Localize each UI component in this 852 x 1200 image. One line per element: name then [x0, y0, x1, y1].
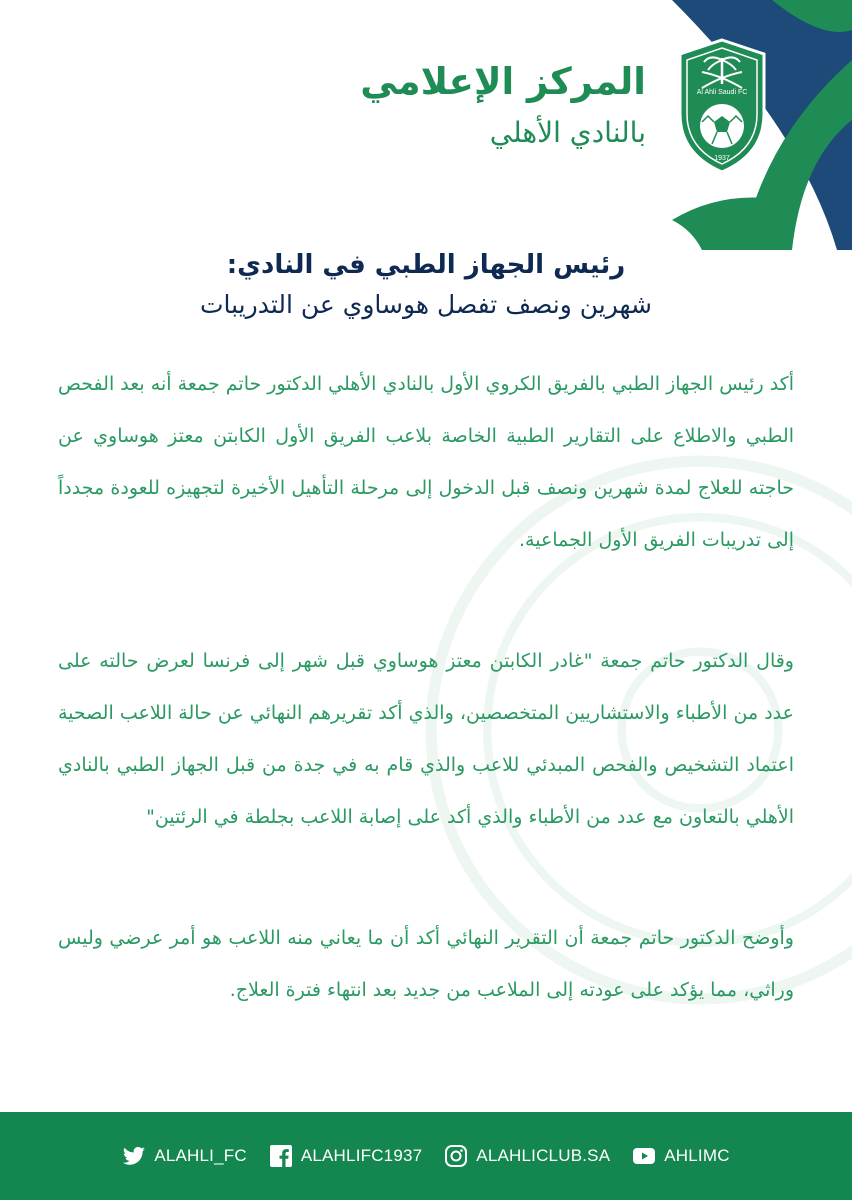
body-paragraph-3: وأوضح الدكتور حاتم جمعة أن التقرير النهائي أكد أن ما يعاني منه اللاعب هو أمر عرضي وليس وراثي، مما يؤكد على عودته إلى الملاعب من جديد بعد انتهاء فترة العلاج. — [58, 927, 794, 1001]
body-paragraph-1: أكد رئيس الجهاز الطبي بالفريق الكروي الأول بالنادي الأهلي الدكتور حاتم جمعة أنه بعد الفحص الطبي والاطلاع على التقارير الطبية الخاصة بلاعب الفريق الأول الكابتن معتز هوساوي عن حاجته للعلاج لمدة شهرين ونصف قبل الدخول إلى مرحلة التأهيل الأخيرة لتجهيزه للعودة مجدداً إلى تدريبات الفريق الأول الجماعية. — [58, 373, 794, 551]
twitter-handle: ALAHLI_FC — [154, 1146, 247, 1165]
crest-name-text: Al Ahli Saudi FC — [696, 89, 748, 96]
social-link-facebook[interactable] — [269, 1144, 422, 1168]
social-link-twitter[interactable] — [122, 1144, 247, 1168]
twitter-icon — [122, 1144, 146, 1168]
social-link-instagram[interactable] — [444, 1144, 610, 1168]
club-crest-logo — [672, 36, 772, 176]
body-paragraph-2: وقال الدكتور حاتم جمعة "غادر الكابتن معتز هوساوي قبل شهر إلى فرنسا لعرض حالته على عدد من الأطباء والاستشاريين المتخصصين، والذي أكد تقريرهم النهائي عن حالة اللاعب الصحية اعتماد التشخيص والفحص المبدئي للاعب والذي قام به في جدة من قبل الجهاز الطبي بالنادي الأهلي بالتعاون مع عدد من الأطباء والذي أكد على إصابة اللاعب بجلطة في الرئتين" — [58, 650, 794, 828]
facebook-handle: ALAHLIFC1937 — [300, 1146, 423, 1165]
headline-line-2: شهرين ونصف تفصل هوساوي عن التدريبات — [199, 290, 652, 319]
headline-line-1: رئيس الجهاز الطبي في النادي: — [226, 250, 626, 280]
instagram-handle: ALAHLICLUB.SA — [476, 1146, 611, 1165]
social-footer — [0, 1112, 852, 1200]
youtube-icon — [632, 1144, 656, 1168]
headline — [60, 245, 792, 325]
club-name-subtitle: بالنادي الأهلي — [489, 116, 646, 149]
crest-year-text: 1937 — [714, 155, 730, 162]
facebook-icon — [269, 1144, 293, 1168]
media-center-title: المركز الإعلامي — [360, 60, 646, 103]
youtube-handle: AHLIMC — [664, 1146, 730, 1165]
instagram-icon — [444, 1144, 468, 1168]
social-link-youtube[interactable] — [632, 1144, 729, 1168]
